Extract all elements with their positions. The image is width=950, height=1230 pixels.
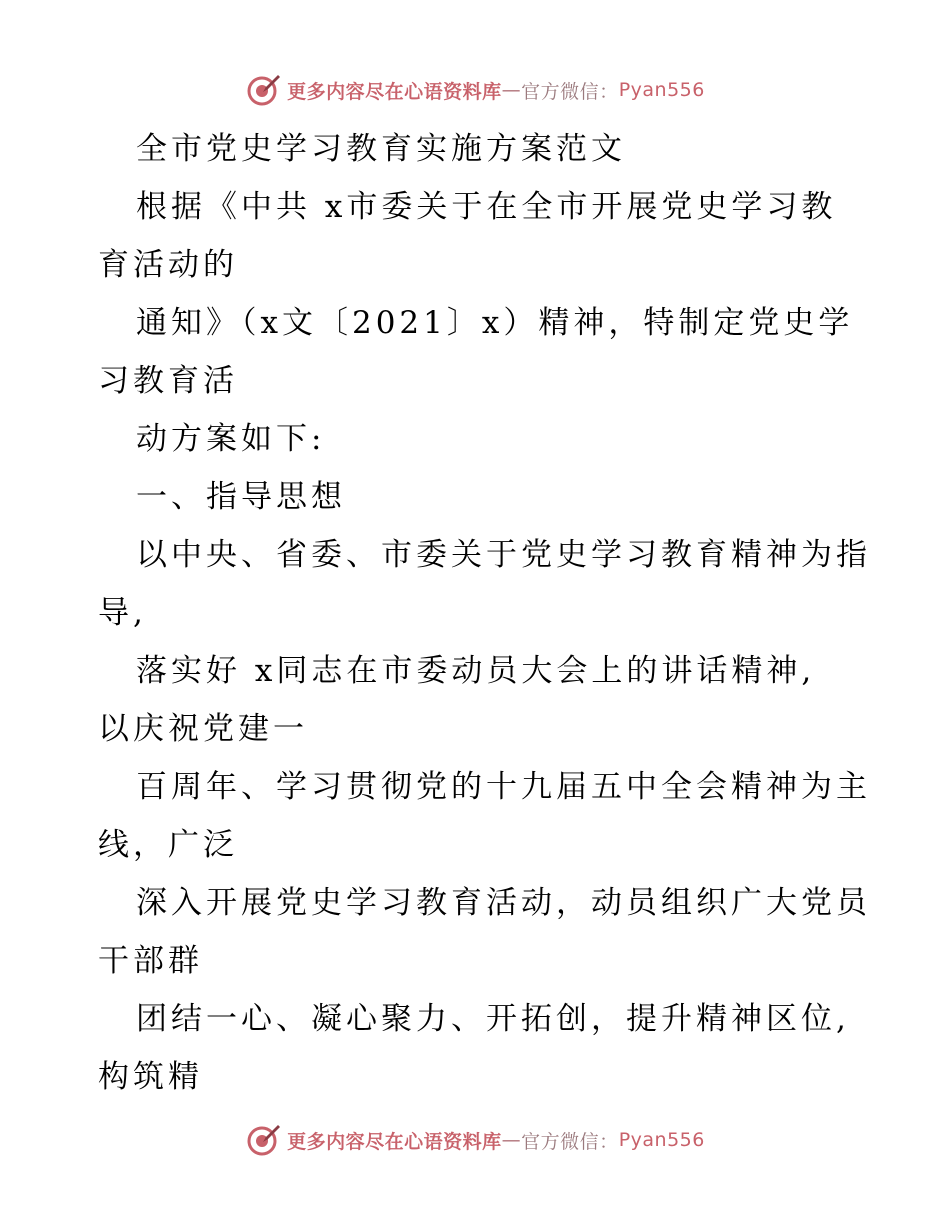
header-wechat-id: Pyan556	[618, 79, 705, 101]
footer-banner	[0, 1120, 950, 1160]
document-line: 以庆祝党建一	[98, 711, 308, 747]
footer-slogan: 更多内容尽在心语资料库	[287, 1130, 502, 1153]
header-banner-text	[287, 77, 705, 104]
document-line: 百周年、学习贯彻党的十九届五中全会精神为主	[136, 769, 871, 805]
document-line: 干部群	[98, 943, 203, 979]
document-line: 线，广泛	[98, 827, 238, 863]
document-line: 育活动的	[98, 247, 238, 283]
document-line: 深入开展党史学习教育活动，动员组织广大党员	[136, 885, 871, 921]
pen-circle-logo-icon	[245, 1122, 281, 1158]
header-banner-inner	[245, 70, 705, 110]
document-line: 导,	[98, 595, 147, 631]
document-line: 通知》（x文〔2021〕x）精神，特制定党史学	[136, 305, 854, 341]
footer-wechat-label: 官方微信：	[521, 1130, 619, 1153]
document-body	[98, 120, 888, 1106]
header-banner	[0, 70, 950, 110]
footer-wechat-id: Pyan556	[618, 1129, 705, 1151]
document-line: 团结一心、凝心聚力、开拓创，提升精神区位,	[136, 1001, 850, 1037]
document-line: 习教育活	[98, 363, 238, 399]
header-slogan: 更多内容尽在心语资料库	[287, 80, 502, 103]
header-wechat-label: 官方微信：	[521, 80, 619, 103]
header-dash: —	[501, 79, 522, 101]
document-line: 动方案如下:	[136, 421, 326, 457]
document-line: 一、指导思想	[136, 479, 346, 515]
document-line: 落实好 x同志在市委动员大会上的讲话精神,	[136, 653, 816, 689]
document-line: 全市党史学习教育实施方案范文	[136, 131, 626, 167]
footer-dash: —	[501, 1129, 522, 1151]
document-line: 构筑精	[98, 1059, 203, 1095]
footer-banner-text	[287, 1127, 705, 1154]
footer-banner-inner	[245, 1120, 705, 1160]
document-line: 以中央、省委、市委关于党史学习教育精神为指	[136, 537, 871, 573]
document-line: 根据《中共 x市委关于在全市开展党史学习教	[136, 189, 837, 225]
pen-circle-logo-icon	[245, 72, 281, 108]
